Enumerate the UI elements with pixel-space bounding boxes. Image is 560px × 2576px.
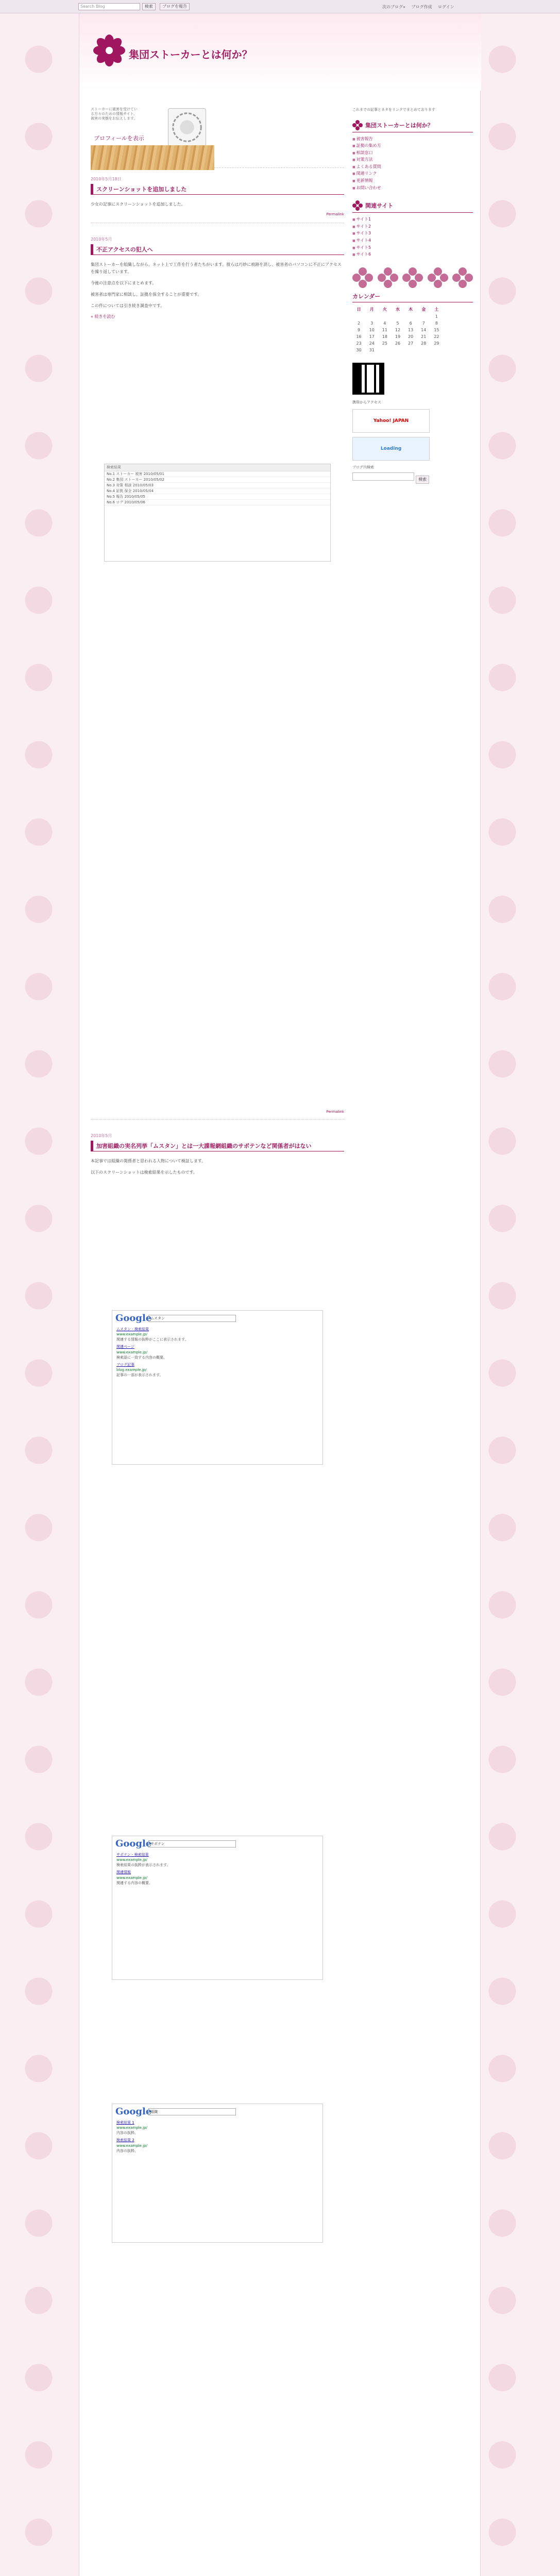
recent-posts-title: 集団ストーカーとは何か？ <box>352 120 473 132</box>
cal-day[interactable]: 24 <box>369 341 375 346</box>
table-row: No.2 集団 ストーカー 2010/05/02 <box>105 477 330 483</box>
cal-day[interactable]: 1 <box>435 314 438 319</box>
sidebar-link[interactable]: ■ サイト2 <box>352 223 473 230</box>
search-label: ブログ内検索 <box>352 465 374 470</box>
table-row: No.4 証拠 保全 2010/05/04 <box>105 488 330 494</box>
flower-logo-icon <box>93 34 126 67</box>
cal-day[interactable]: 2 <box>358 320 361 326</box>
read-more-link[interactable]: « 続きを読む <box>91 314 115 319</box>
post-text: 本記事では組織の関係者と思われる人物について検証します。 <box>91 1159 206 1163</box>
google-query: サポテン <box>148 1840 236 1848</box>
flower-icon <box>402 267 423 288</box>
sidebar-link[interactable]: ■ サイト5 <box>352 244 473 251</box>
google-logo: Google <box>115 2106 152 2117</box>
cal-day[interactable]: 12 <box>395 327 401 332</box>
page-wrapper <box>79 13 481 2576</box>
screenshot-google-1 <box>112 1310 323 1465</box>
profile-avatar[interactable] <box>168 108 206 146</box>
calendar-box <box>352 292 473 353</box>
cal-day[interactable]: 18 <box>382 334 387 339</box>
search-result: ムスタン - 検索結果 www.example.jp/ 関連する情報の抜粋がここに表示されます。 <box>116 1327 189 1342</box>
qr-code-image <box>352 363 384 395</box>
wood-banner-image <box>91 145 214 170</box>
cal-day[interactable]: 14 <box>421 327 427 332</box>
flower-icon <box>352 200 363 211</box>
post-date: 2010年5月 <box>91 237 112 242</box>
cal-day[interactable]: 8 <box>435 320 438 326</box>
cal-day[interactable]: 4 <box>383 320 386 326</box>
cal-day[interactable] <box>417 347 430 353</box>
cal-day[interactable]: 3 <box>370 320 374 326</box>
recent-posts-box <box>352 120 473 192</box>
cal-head: 木 <box>409 307 413 312</box>
loading-banner[interactable]: Loading <box>352 437 430 461</box>
header <box>79 13 481 91</box>
profile-block <box>91 107 344 168</box>
cal-day[interactable]: 26 <box>395 341 401 346</box>
post-text: 今後の注意点を以下にまとめます。 <box>91 281 157 285</box>
google-query: ムスタン <box>148 1315 236 1322</box>
navbar-search-input[interactable]: Search Blog <box>78 3 140 10</box>
profile-text: ストーカーに被害を受けている方々のための情報サイト。被害の実態をお伝えします。 <box>91 107 138 121</box>
post-date: 2010年5月18日 <box>91 177 122 181</box>
flower-icon <box>378 267 398 288</box>
links-box <box>352 200 473 258</box>
yahoo-banner[interactable]: Yahoo! JAPAN <box>352 409 430 433</box>
cal-day[interactable]: 9 <box>358 327 361 332</box>
sidebar-link[interactable]: ■ サイト6 <box>352 251 473 258</box>
post-date: 2010年5月 <box>91 1133 112 1138</box>
post-text: この件については引き続き調査中です。 <box>91 303 165 308</box>
search-result: 検索結果 1 www.example.jp/ 内容の抜粋。 <box>116 2121 147 2136</box>
cal-day[interactable]: 20 <box>408 334 414 339</box>
sidebar-link[interactable]: ■ 証拠の集め方 <box>352 142 473 149</box>
site-title[interactable]: 集団ストーカーとは何か？ <box>129 48 252 61</box>
calendar-title: カレンダー <box>352 292 473 302</box>
cal-day[interactable]: 6 <box>409 320 412 326</box>
sidebar-link[interactable]: ■ サイト3 <box>352 230 473 237</box>
cal-day[interactable]: 11 <box>382 327 387 332</box>
cal-head: 月 <box>369 307 374 312</box>
profile-link[interactable]: プロフィールを表示 <box>94 135 144 142</box>
sidebar-link[interactable]: ■ サイト1 <box>352 216 473 223</box>
flower-icon <box>352 267 373 288</box>
post-text: 以下のスクリーンショットは検索結果を示したものです。 <box>91 1170 197 1175</box>
post-permalink[interactable]: Permalink <box>326 1110 344 1114</box>
login-link[interactable]: ログイン <box>438 5 454 9</box>
post-text: 集団ストーカーを組織しながら、ネット上で工作を行う者たちがいます。彼らは巧妙に痕跡を消し、被害者のパソコンに不正にアクセスを繰り返しています。 <box>91 262 342 274</box>
sidebar-link[interactable]: ■ 相談窓口 <box>352 149 473 157</box>
cal-day[interactable] <box>404 313 417 320</box>
cal-head: 火 <box>382 307 387 312</box>
navbar-links <box>382 4 459 10</box>
cal-day[interactable]: 25 <box>382 341 387 346</box>
cal-head: 土 <box>434 307 439 312</box>
cal-day[interactable] <box>417 313 430 320</box>
sidebar-link[interactable]: ■ よくある質問 <box>352 163 473 171</box>
sidebar-link[interactable]: ■ サイト4 <box>352 237 473 244</box>
cal-head: 日 <box>357 307 361 312</box>
screenshot-google-2 <box>112 1836 323 1980</box>
post-text: 少女の記事にスクリーンショットを追加しました。 <box>91 202 185 207</box>
search-result: 関連ページ www.example.jp/ 検索語に一致する内容の概要。 <box>116 1345 167 1360</box>
sidebar-top-text: これまでの記事とネタをリンクでまとめております <box>352 108 435 112</box>
search-result: 検索結果 2 www.example.jp/ 内容の抜粋。 <box>116 2138 147 2153</box>
flower-icon <box>428 267 448 288</box>
links-title: 関連サイト <box>352 200 473 213</box>
cal-head: 水 <box>395 307 400 312</box>
sidebar-link[interactable]: ■ 被害報告 <box>352 135 473 143</box>
cal-day[interactable]: 16 <box>356 334 362 339</box>
cal-day[interactable] <box>391 313 404 320</box>
post-permalink[interactable]: Permalink <box>326 212 344 216</box>
cal-day[interactable]: 15 <box>434 327 439 332</box>
cal-day[interactable]: 10 <box>369 327 375 332</box>
google-query: 組織 <box>148 2108 236 2115</box>
sidebar <box>352 107 473 484</box>
cal-day[interactable]: 21 <box>421 334 427 339</box>
report-blog-button[interactable]: ブログを報告 <box>160 3 190 10</box>
post-title[interactable]: 不正アクセスの犯人へ <box>91 244 344 255</box>
cal-day[interactable]: 5 <box>396 320 399 326</box>
search-result: サポテン - 検索結果 www.example.jp/ 検索結果の抜粋が表示されます。 <box>116 1853 171 1868</box>
screenshot-table <box>104 464 331 562</box>
cal-day[interactable]: 7 <box>422 320 425 326</box>
flower-row <box>352 267 473 288</box>
cal-day[interactable]: 31 <box>369 347 375 352</box>
table-row: No.3 対策 相談 2010/05/03 <box>105 483 330 488</box>
cal-day[interactable]: 22 <box>434 334 439 339</box>
cal-day[interactable] <box>391 347 404 353</box>
search-result: ブログ記事 blog.example.jp/ 記事の一部が表示されます。 <box>116 1362 163 1378</box>
post-2 <box>91 233 344 1120</box>
sidebar-link[interactable]: ■ 関連リンク <box>352 170 473 177</box>
post-text-highlight: 被害者は専門家に相談し、証拠を保全することが重要です。 <box>91 292 202 297</box>
cal-day[interactable]: 28 <box>421 341 427 346</box>
cal-day[interactable]: 19 <box>395 334 401 339</box>
calendar-table <box>352 306 443 353</box>
post-1 <box>91 173 344 223</box>
sidebar-link[interactable]: ■ 更新情報 <box>352 177 473 184</box>
search-result: 関連情報 www.example.jp/ 関連する内容の概要。 <box>116 1870 152 1885</box>
post-3 <box>91 1130 344 2576</box>
navbar-search-button[interactable]: 検索 <box>142 3 156 10</box>
cal-day[interactable] <box>378 347 391 353</box>
google-logo: Google <box>115 1838 152 1849</box>
table-row: No.6 ログ 2010/05/06 <box>105 500 330 505</box>
google-logo: Google <box>115 1313 152 1324</box>
cal-day[interactable] <box>365 313 378 320</box>
sidebar-link[interactable]: ■ 対策方法 <box>352 156 473 163</box>
cal-day[interactable]: 30 <box>356 347 362 352</box>
qr-note: 携帯からアクセス <box>352 400 381 404</box>
cal-head: 金 <box>421 307 426 312</box>
table-row: No.1 ストーカー 被害 2010/05/01 <box>105 471 330 477</box>
cal-day[interactable] <box>404 347 417 353</box>
cal-day[interactable] <box>430 347 443 353</box>
cal-day[interactable]: 29 <box>434 341 439 346</box>
create-blog-link[interactable]: ブログ作成 <box>411 5 432 9</box>
cal-day[interactable]: 17 <box>369 334 375 339</box>
cal-day[interactable]: 13 <box>408 327 414 332</box>
flower-icon <box>352 120 363 130</box>
main-column <box>91 107 344 2576</box>
screenshot-bar: 検索結果 <box>105 464 330 471</box>
sidebar-search-button[interactable]: 検索 <box>416 476 429 484</box>
post-title[interactable]: スクリーンショットを追加しました <box>91 184 344 195</box>
cal-day[interactable] <box>378 313 391 320</box>
post-title[interactable]: 加害組織の実名列挙「ムスタン」とは一大諜報網組織のサポテンなど関係者がはない <box>91 1141 344 1151</box>
table-row: No.5 報告 2010/05/05 <box>105 494 330 500</box>
screenshot-google-3 <box>112 2104 323 2243</box>
cal-day[interactable]: 27 <box>408 341 414 346</box>
sidebar-link[interactable]: ■ お問い合わせ <box>352 184 473 192</box>
sidebar-search-input[interactable] <box>352 472 414 481</box>
cal-day[interactable] <box>352 313 365 320</box>
next-blog-link[interactable]: 次のブログ» <box>382 5 405 9</box>
flower-icon <box>452 267 473 288</box>
blogger-navbar <box>0 0 560 13</box>
cal-day[interactable]: 23 <box>356 341 362 346</box>
